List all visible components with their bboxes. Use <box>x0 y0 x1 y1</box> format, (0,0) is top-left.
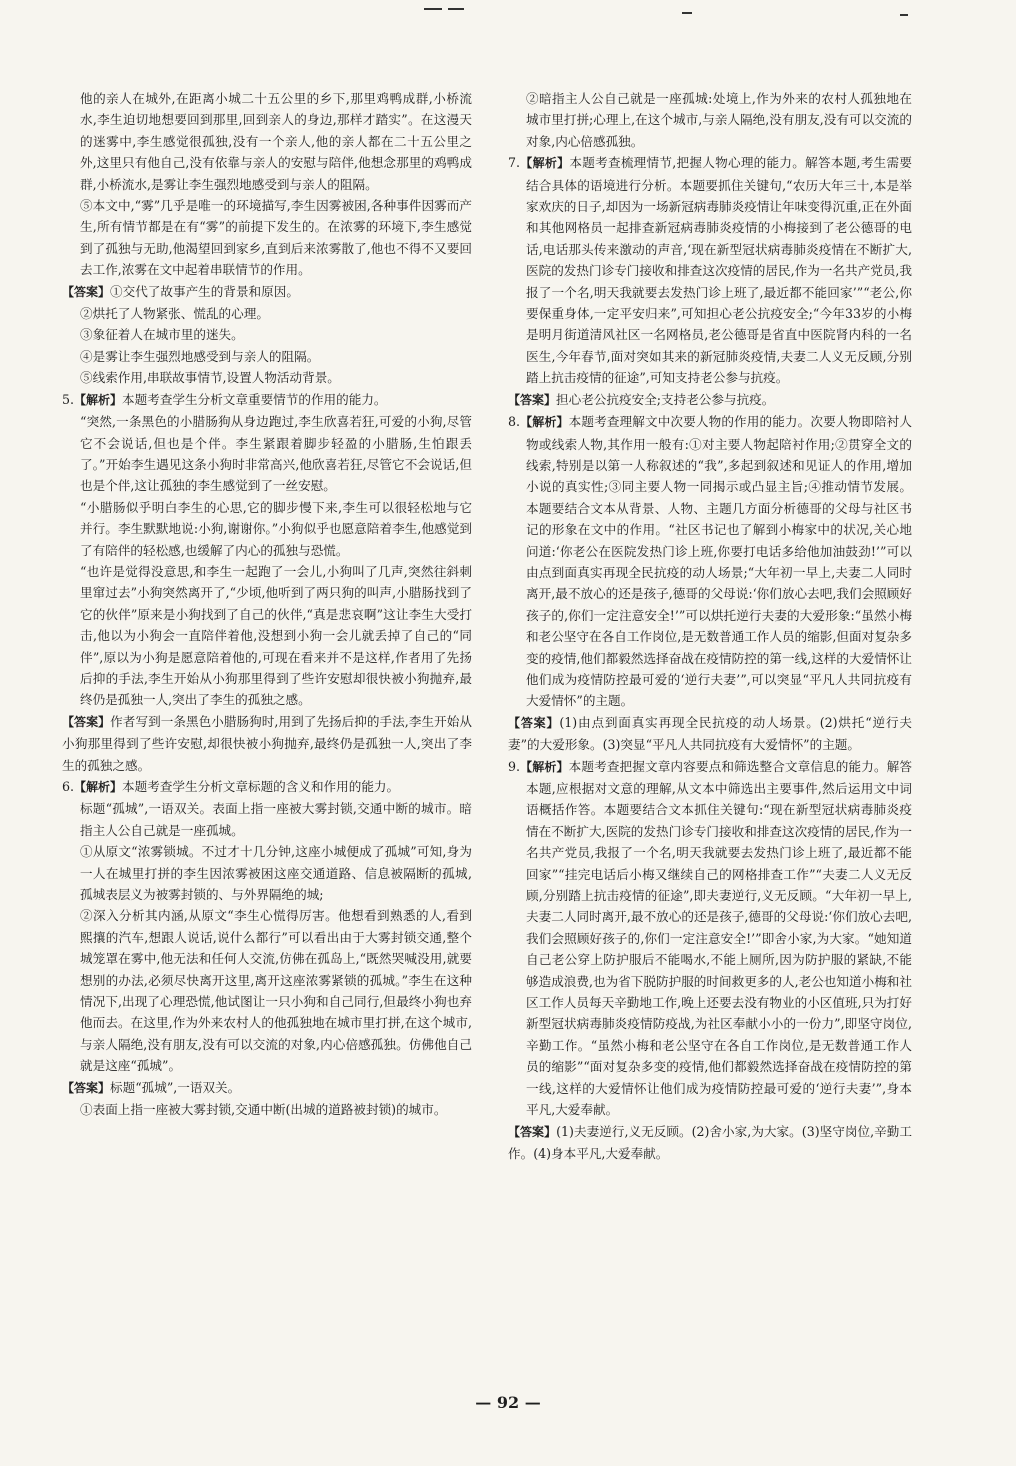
paragraph-text: 标题“孤城”,一语双关。表面上指一座被大雾封锁,交通中断的城市。暗指主人公自己就是一座孤城。 <box>80 801 472 838</box>
paragraph-text: ⑤线索作用,串联故事情节,设置人物活动背景。 <box>80 370 340 386</box>
paragraph <box>62 561 472 711</box>
section-tag: 【答案】 <box>62 1080 111 1095</box>
paragraph-text: 本题考查学生分析文章标题的含义和作用的能力。 <box>122 779 400 794</box>
top-mark-3 <box>682 12 692 14</box>
paragraph-text: 标题“孤城”,一语双关。 <box>110 1079 241 1095</box>
section-tag: 【答案】 <box>508 715 560 730</box>
paragraph-text: 本题考查梳理情节,把握人物心理的能力。解答本题,考生需要结合具体的语境进行分析。本题要抓住关键句,“农历大年三十,本是举家欢庆的日子,却因为一场新冠病毒肺炎疫情让年味变得沉重,正在外面和其他网格员一起排查新冠病毒肺炎疫情的小梅接到了老公德哥的电话,电话那头传来激动的声音,‘现在新型冠状病毒肺炎疫情在不断扩大,医院的发热门诊专门接收和排查这次疫情的居民,作为一名共产党员,我报了一个名,明天我就要去发热门诊上班了,最近都不能回家’”“老公,你要保重身体,一定平安归来”,可知担心老公抗疫安全;“今年33岁的小梅是明月街道清风社区一名网格员,老公德哥是省直中医院肾内科的一名医生,今年春节,面对突如其来的新冠肺炎疫情,夫妻二人义无反顾,分别踏上抗击疫情的征途”,可知支持老公参与抗疫。 <box>526 155 912 386</box>
paragraph-text: (1)由点到面真实再现全民抗疫的动人场景。(2)烘托“逆行夫妻”的大爱形象。(3)突显“平凡人共同抗疫有大爱情怀”的主题。 <box>508 714 912 753</box>
top-mark-4 <box>900 14 908 16</box>
paragraph <box>62 1099 472 1120</box>
paragraph-text: ④是雾让李生强烈地感受到与亲人的阻隔。 <box>80 348 320 364</box>
paragraph <box>62 281 472 303</box>
paragraph-text: ①表面上指一座被大雾封锁,交通中断(出城的道路被封锁)的城市。 <box>80 1102 447 1118</box>
paragraph <box>508 411 912 712</box>
paragraph <box>62 497 472 561</box>
paragraph-text: 8. <box>508 414 521 430</box>
paragraph-text: 本题考查学生分析文章重要情节的作用的能力。 <box>122 391 387 407</box>
paragraph <box>62 346 472 367</box>
paragraph-text: ①从原文“浓雾锁城。不过才十几分钟,这座小城便成了孤城”可知,身为一人在城里打拼的李生因浓雾被困这座交通道路、信息被隔断的孤城,孤城表层义为被雾封锁的、与外界隔绝的城; <box>80 844 472 903</box>
page-number: — 92 — <box>475 1393 541 1412</box>
paragraph <box>62 389 472 411</box>
paragraph <box>62 88 472 195</box>
paragraph-text: 本题考查把握文章内容要点和筛选整合文章信息的能力。解答本题,应根据对文意的理解,从文本中筛选出主要事件,然后运用文中词语概括作答。本题要结合文本抓住关键句:“现在新型冠状病毒肺炎疫情在不断扩大,医院的发热门诊专门接收和排查这次疫情的居民,作为一名共产党员,我报了一个名,明天我就要去发热门诊上班了,最近都不能回家”“挂完电话后小梅又继续自己的网格排查工作”“夫妻二人义无反顾,分别踏上抗击疫情的征途”,即夫妻逆行,义无反顾。“大年初一早上,夫妻二人同时离开,最不放心的还是孩子,德哥的父母说:‘你们放心去吧,我们会照顾好孩子的,你们一定注意安全!’”即舍小家,为大家。“她知道自己老公穿上防护服后不能喝水,不能上厕所,因为防护服的紧缺,不能够造成浪费,也为省下脱防护服的时间救更多的人,老公也知道小梅和社区工作人员每天辛勤地工作,晚上还要去没有物业的小区值班,只为打好新型冠状病毒肺炎疫情防疫战,为社区奉献小小的一份力”,即坚守岗位,辛勤工作。“虽然小梅和老公坚守在各自工作岗位,是无数普通工作人员的缩影”“面对复杂多变的疫情,他们都毅然选择奋战在疫情防控的第一线,这样的大爱情怀让他们成为疫情防控最可爱的‘逆行夫妻’”,身本平凡,大爱奉献。 <box>526 758 912 1118</box>
paragraph-text: 作者写到一条黑色小腊肠狗时,用到了先扬后抑的手法,李生开始从小狗那里得到了些许安慰,却很快被小狗抛弃,最终仍是孤独一人,突出了李生的孤独之感。 <box>62 713 472 773</box>
paragraph <box>508 389 912 411</box>
paragraph-text: 5. <box>62 391 75 407</box>
paragraph <box>62 367 472 388</box>
paragraph-text: ②深入分析其内涵,从原文“李生心慌得厉害。他想看到熟悉的人,看到熙攘的汽车,想跟人说话,说什么都行”可以看出由于大雾封锁交通,整个城笼罩在雾中,他无法和任何人交流,仿佛在孤岛上,“既然哭喊没用,就要想别的办法,必须尽快离开这里,离开这座浓雾紧锁的孤城。”李生在这种情况下,出现了心理恐慌,他试图让一只小狗和自己同行,但最终小狗也弃他而去。在这里,作为外来农村人的他孤独地在城市里打拼,在这个城市,与亲人隔绝,没有朋友,没有可以交流的对象,内心倍感孤独。仿佛他自己就是这座“孤城”。 <box>80 908 472 1074</box>
paragraph-text: ①交代了故事产生的背景和原因。 <box>110 283 299 299</box>
paragraph-text: ②暗指主人公自己就是一座孤城:处境上,作为外来的农村人孤独地在城市里打拼;心理上,在这个城市,与亲人隔绝,没有朋友,没有可以交流的对象,内心倍感孤独。 <box>526 91 912 149</box>
paragraph <box>62 905 472 1076</box>
paragraph-text: 担心老公抗疫安全;支持老公参与抗疫。 <box>556 391 775 407</box>
paragraph <box>62 1077 472 1099</box>
paragraph <box>62 324 472 345</box>
paragraph <box>508 756 912 1121</box>
section-tag: 【解析】 <box>520 415 569 430</box>
section-tag: 【解析】 <box>74 392 123 407</box>
left-column <box>62 88 472 1121</box>
section-tag: 【答案】 <box>508 1124 557 1139</box>
section-tag: 【解析】 <box>520 759 569 774</box>
paragraph <box>62 841 472 905</box>
paragraph <box>62 303 472 324</box>
section-tag: 【解析】 <box>74 780 123 794</box>
paragraph <box>62 411 472 497</box>
paragraph-text: 7. <box>508 155 521 171</box>
paragraph-text: “小腊肠似乎明白李生的心思,它的脚步慢下来,李生可以很轻松地与它并行。李生默默地说:小狗,谢谢你。”小狗似乎也愿意陪着李生,他感觉到了有陪伴的轻松感,也缓解了内心的孤独与恐慌。 <box>80 499 472 558</box>
paragraph <box>62 798 472 841</box>
paragraph <box>62 776 472 798</box>
paragraph <box>508 712 912 756</box>
section-tag: 【解析】 <box>520 156 570 171</box>
paragraph-text: 9. <box>508 758 521 774</box>
top-mark-2 <box>448 8 464 10</box>
paragraph <box>62 711 472 776</box>
paragraph-text: 本题考查理解文中次要人物的作用的能力。次要人物即陪衬人物或线索人物,其作用一般有:①对主要人物起陪衬作用;②贯穿全文的线索,特别是以第一人称叙述的“我”,多起到叙述和见证人的作用,增加小说的真实性;③同主要人物一同揭示或凸显主旨;④推动情节发展。本题要结合文本从背景、人物、主题几方面分析德哥的父母与社区书记的形象在文中的作用。“社区书记也了解到小梅家中的状况,关心地问道:‘你老公在医院发热门诊上班,你要打电话多给他加油鼓劲!’”可以由点到面真实再现全民抗疫的动人场景;“大年初一早上,夫妻二人同时离开,最不放心的还是孩子,德哥的父母说:‘你们放心去吧,我们会照顾好孩子的,你们一定注意安全!’”可以烘托逆行夫妻的大爱形象:“虽然小梅和老公坚守在各自工作岗位,是无数普通工作人员的缩影,但面对复杂多变的疫情,他们都毅然选择奋战在疫情防控的第一线,这样的大爱情怀让他们成为疫情防控最可爱的‘逆行夫妻’”,可以突显“平凡人共同抗疫有大爱情怀”的主题。 <box>526 414 912 709</box>
paragraph-text: ⑤本文中,“雾”几乎是唯一的环境描写,李生因雾被困,各种事件因雾而产生,所有情节都是在有“雾”的前提下发生的。在浓雾的环境下,李生感觉到了孤独与无助,他渴望回到家乡,直到后来浓雾散了,他也不得不又要回去工作,浓雾在文中起着串联情节的作用。 <box>80 198 472 278</box>
paragraph-text: ②烘托了人物紧张、慌乱的心理。 <box>80 306 269 322</box>
paragraph-text: 6. <box>62 779 75 794</box>
paragraph <box>62 195 472 281</box>
paragraph-text: “突然,一条黑色的小腊肠狗从身边跑过,李生欣喜若狂,可爱的小狗,尽管它不会说话,但也是个伴。李生紧跟着脚步轻盈的小腊肠,生怕跟丢了。”开始李生遇见这条小狗时非常高兴,他欣喜若狂,尽管它不会说话,但也是个伴,这让孤独的李生感觉到了一丝安慰。 <box>80 414 472 494</box>
section-tag: 【答案】 <box>62 714 111 729</box>
section-tag: 【答案】 <box>508 392 557 407</box>
paragraph <box>508 88 912 152</box>
paragraph-text: 他的亲人在城外,在距离小城二十五公里的乡下,那里鸡鸭成群,小桥流水,李生迫切地想要回到那里,回到亲人的身边,那样才踏实”。在这漫天的迷雾中,李生感觉很孤独,没有一个亲人,他的亲人都在二十五公里之外,这里只有他自己,没有依靠与亲人的安慰与陪伴,他想念那里的鸡鸭成群,小桥流水,是雾让李生强烈地感受到与亲人的阻隔。 <box>80 91 472 192</box>
paragraph <box>508 1121 912 1165</box>
paragraph <box>508 152 912 388</box>
section-tag: 【答案】 <box>62 284 111 299</box>
page-number-value: 92 <box>496 1393 520 1412</box>
top-mark-1 <box>424 8 442 10</box>
paragraph-text: (1)夫妻逆行,义无反顾。(2)舍小家,为大家。(3)坚守岗位,辛勤工作。(4)身本平凡,大爱奉献。 <box>508 1123 912 1161</box>
right-column <box>508 88 912 1164</box>
paragraph-text: “也许是觉得没意思,和李生一起跑了一会儿,小狗叫了几声,突然往斜刺里窜过去”小狗突然离开了,“少顷,他听到了两只狗的叫声,小腊肠找到了它的伙伴”原来是小狗找到了自己的伙伴,“真是悲哀啊”这让李生大受打击,他以为小狗会一直陪伴着他,没想到小狗一会儿就丢掉了自己的“同伴”,原以为小狗是愿意陪着他的,可现在看来并不是这样,作者用了先扬后抑的手法,李生开始从小狗那里得到了些许安慰却很快被小狗抛弃,最终仍是孤独一人,突出了李生的孤独之感。 <box>80 563 472 708</box>
paragraph-text: ③象征着人在城市里的迷失。 <box>80 327 244 343</box>
